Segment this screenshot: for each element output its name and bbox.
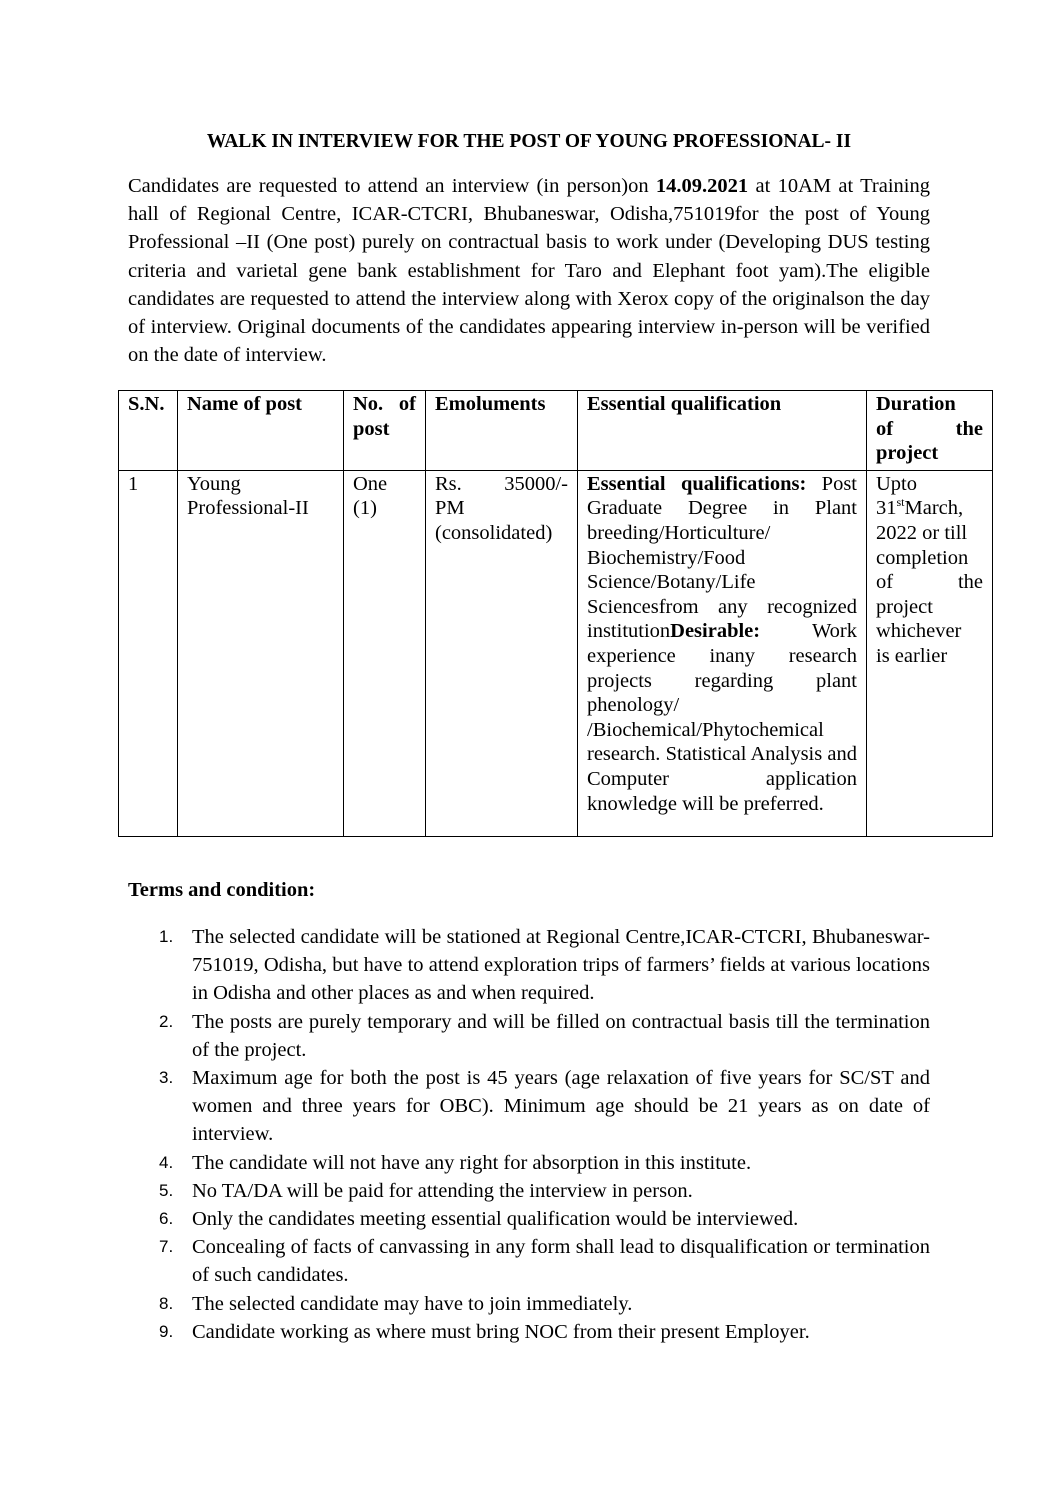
desirable-text: Work experience inany research projects regarding plant phenology/ /Biochemical/Phytochemical research. Statistical Analysis and Computer application knowledge will be preferred.: [587, 620, 857, 815]
cell-post-count: One (1): [344, 470, 426, 836]
terms-list: [128, 923, 930, 1346]
list-item: 4. The candidate will not have any right for absorption in this institute.: [159, 1151, 752, 1174]
intro-text-start: Candidates are requested to attend an interview (in person)on: [128, 175, 656, 197]
desirable-label: Desirable:: [670, 620, 761, 643]
cell-qualification: [578, 470, 867, 836]
document-title: WALK IN INTERVIEW FOR THE POST OF YOUNG PROFESSIONAL- II: [206, 131, 852, 152]
cell-emoluments: Rs. 35000/- PM (consolidated): [426, 470, 578, 836]
list-item: 5. No TA/DA will be paid for attending the interview in person.: [159, 1179, 693, 1202]
posts-table: [118, 390, 993, 837]
cell-post-name: Young Professional-II: [178, 470, 344, 836]
header-post-name: Name of post: [178, 391, 344, 471]
table-row: [119, 470, 993, 836]
table-header-row: [119, 391, 993, 471]
essential-label: Essential qualifications:: [587, 472, 807, 495]
intro-text-rest: at 10AM at Training hall of Regional Centre, ICAR-CTCRI, Bhubaneswar, Odisha,751019for the post of Young Professional –II (One post) purely on contractual basis to work under (Developing DUS testing criteria and varietal gene bank establishment for Taro and Elephant foot yam).The eligible candidates are requested to attend the interview along with Xerox copy of the originalson the day of interview. Original documents of the candidates appearing interview in-person will be verified on the date of interview.: [128, 175, 930, 367]
cell-duration: Upto 31stMarch, 2022 or till completion of the project whichever is earlier: [867, 470, 993, 836]
header-qualification: Essential qualification: [578, 391, 867, 471]
cell-sn: 1: [119, 470, 178, 836]
list-item: 2. The posts are purely temporary and will be filled on contractual basis till the termination of the project.: [159, 1010, 930, 1061]
essential-text: Post Graduate Degree in Plant breeding/Horticulture/ Biochemistry/Food Science/Botany/Life Sciencesfrom any recognized institution: [587, 472, 857, 643]
terms-heading: Terms and condition:: [128, 879, 316, 901]
list-item: 8. The selected candidate may have to join immediately.: [159, 1292, 633, 1315]
list-item: 1. The selected candidate will be stationed at Regional Centre,ICAR-CTCRI, Bhubaneswar-751019, Odisha, but have to attend exploration trips of farmers’ fields at various locations in Odisha and other places as and when required.: [159, 926, 930, 1005]
list-item: 6. Only the candidates meeting essential qualification would be interviewed.: [159, 1208, 799, 1231]
header-duration: Duration of the project: [867, 391, 993, 471]
list-item: 3. Maximum age for both the post is 45 years (age relaxation of five years for SC/ST and women and three years for OBC). Minimum age should be 21 years as on date of interview.: [159, 1067, 930, 1146]
list-item: 9. Candidate working as where must bring NOC from their present Employer.: [159, 1320, 810, 1343]
interview-date: 14.09.2021: [655, 175, 749, 197]
header-post-count: No. of post: [344, 391, 426, 471]
intro-paragraph: [128, 172, 930, 369]
header-emoluments: Emoluments: [426, 391, 578, 471]
list-item: 7. Concealing of facts of canvassing in any form shall lead to disqualification or termination of such candidates.: [159, 1236, 930, 1287]
header-sn: S.N.: [119, 391, 178, 471]
